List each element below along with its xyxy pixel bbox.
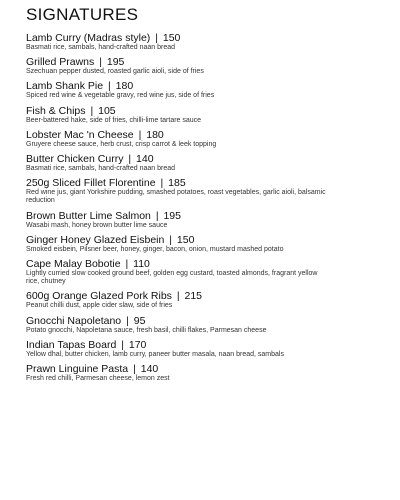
menu-item-heading (26, 363, 388, 375)
menu-item-heading (26, 315, 388, 327)
menu-item-name: Lamb Curry (Madras style) (26, 32, 151, 44)
menu-item-name: Butter Chicken Curry (26, 153, 124, 166)
menu-item-price: 195 (106, 56, 125, 69)
menu-item (26, 153, 388, 173)
menu-item-description: Potato gnocchi, Napoletana sauce, fresh basil, chilli flakes, Parmesan cheese (26, 326, 267, 334)
menu-item-heading (26, 105, 388, 117)
price-separator: | (107, 80, 111, 93)
menu-item-description: Smoked eisbein, Pilsner beer, honey, ginger, bacon, onion, mustard mashed potato (26, 245, 284, 253)
price-separator: | (128, 153, 132, 166)
menu-item-description: Peanut chilli dust, apple cider slaw, side of fries (26, 302, 173, 310)
menu-item-description: Basmati rice, sambals, hand-crafted naan bread (26, 44, 176, 51)
menu-item-name: Ginger Honey Glazed Eisbein (26, 233, 165, 246)
price-separator: | (133, 363, 136, 376)
menu-item-name: Lamb Shank Pie (26, 80, 104, 93)
menu-item-price: 170 (128, 338, 147, 351)
menu-item-name: 600g Orange Glazed Pork Ribs (26, 290, 172, 303)
menu-item-description: Spiced red wine & vegetable gravy, red wine jus, side of fries (26, 92, 215, 100)
menu-item-price: 150 (176, 233, 195, 246)
menu-item-heading (26, 153, 388, 165)
menu-item-name: 250g Sliced Fillet Florentine (26, 177, 156, 190)
menu-item-name: Lobster Mac 'n Cheese (26, 128, 134, 141)
menu-item-description: Wasabi mash, honey brown butter lime sauce (26, 221, 168, 229)
menu-item (26, 258, 388, 286)
menu-item-name: Prawn Linguine Pasta (26, 363, 129, 376)
menu-item-price: 95 (133, 314, 146, 327)
price-separator: | (90, 104, 94, 117)
menu-item-price: 180 (115, 80, 134, 93)
price-separator: | (155, 209, 159, 222)
menu-item-heading (26, 32, 388, 44)
menu-item (26, 363, 388, 383)
menu-item-description: Yellow dhal, butter chicken, lamb curry, paneer butter masala, naan bread, sambals (26, 350, 284, 358)
menu-item (26, 129, 388, 149)
price-separator: | (176, 290, 180, 303)
price-separator: | (125, 258, 129, 271)
menu-item-name: Indian Tapas Board (26, 338, 117, 351)
menu-item-price: 180 (146, 128, 164, 141)
menu-item (26, 234, 388, 254)
menu-item-description: Lightly curried slow cooked ground beef, golden egg custard, toasted almonds, fragrant yellow rice, chutney (26, 270, 318, 286)
menu-item-heading (26, 56, 388, 68)
menu-item-heading (26, 80, 388, 92)
menu-item-price: 215 (184, 290, 203, 303)
menu-item-price: 110 (133, 258, 150, 271)
price-separator: | (121, 338, 124, 351)
menu-item (26, 80, 388, 100)
menu-item-price: 140 (140, 363, 159, 376)
menu-item (26, 290, 388, 310)
menu-item (26, 339, 388, 359)
menu-item-name: Gnocchi Napoletano (26, 314, 122, 327)
menu-item-name: Cape Malay Bobotie (26, 258, 121, 271)
price-separator: | (169, 233, 172, 246)
menu-item-price: 195 (163, 209, 181, 222)
menu-item-description: Beer-battered hake, side of fries, chilli-lime tartare sauce (26, 116, 202, 124)
menu-item-heading (26, 234, 388, 246)
price-separator: | (155, 32, 158, 44)
menu-item-heading (26, 177, 388, 189)
menu-item-heading (26, 210, 388, 222)
menu-item (26, 56, 388, 76)
menu-title: SIGNATURES (26, 5, 139, 24)
menu-item-price: 105 (98, 104, 116, 117)
menu-item-description: Basmati rice, sambals, hand-crafted naan bread (26, 165, 176, 173)
price-separator: | (126, 314, 129, 327)
menu-item-heading (26, 129, 388, 141)
menu-item-price: 140 (136, 153, 154, 166)
price-separator: | (160, 177, 164, 190)
menu-item (26, 315, 388, 335)
price-separator: | (138, 128, 142, 141)
menu-item-description: Fresh red chilli, Parmesan cheese, lemon zest (26, 375, 170, 383)
menu-item (26, 210, 388, 230)
menu-item-price: 150 (162, 32, 181, 44)
menu-item (26, 177, 388, 205)
menu-item (26, 105, 388, 125)
menu-item-name: Fish & Chips (26, 104, 86, 117)
price-separator: | (99, 56, 102, 69)
menu-item-description: Szechuan pepper dusted, roasted garlic aioli, side of fries (26, 68, 204, 76)
menu-item-heading (26, 339, 388, 351)
menu-item-description: Gruyere cheese sauce, herb crust, crisp carrot & leek topping (26, 140, 217, 148)
menu-item-heading (26, 258, 388, 270)
menu-item-description: Red wine jus, giant Yorkshire pudding, smashed potatoes, roast vegetables, garlic aioli, balsamic reduction (26, 189, 326, 205)
menu-item (26, 32, 388, 52)
menu-item-price: 185 (168, 177, 186, 190)
menu-item-heading (26, 290, 388, 302)
menu-item-name: Brown Butter Lime Salmon (26, 209, 151, 222)
menu-item-name: Grilled Prawns (26, 56, 95, 69)
